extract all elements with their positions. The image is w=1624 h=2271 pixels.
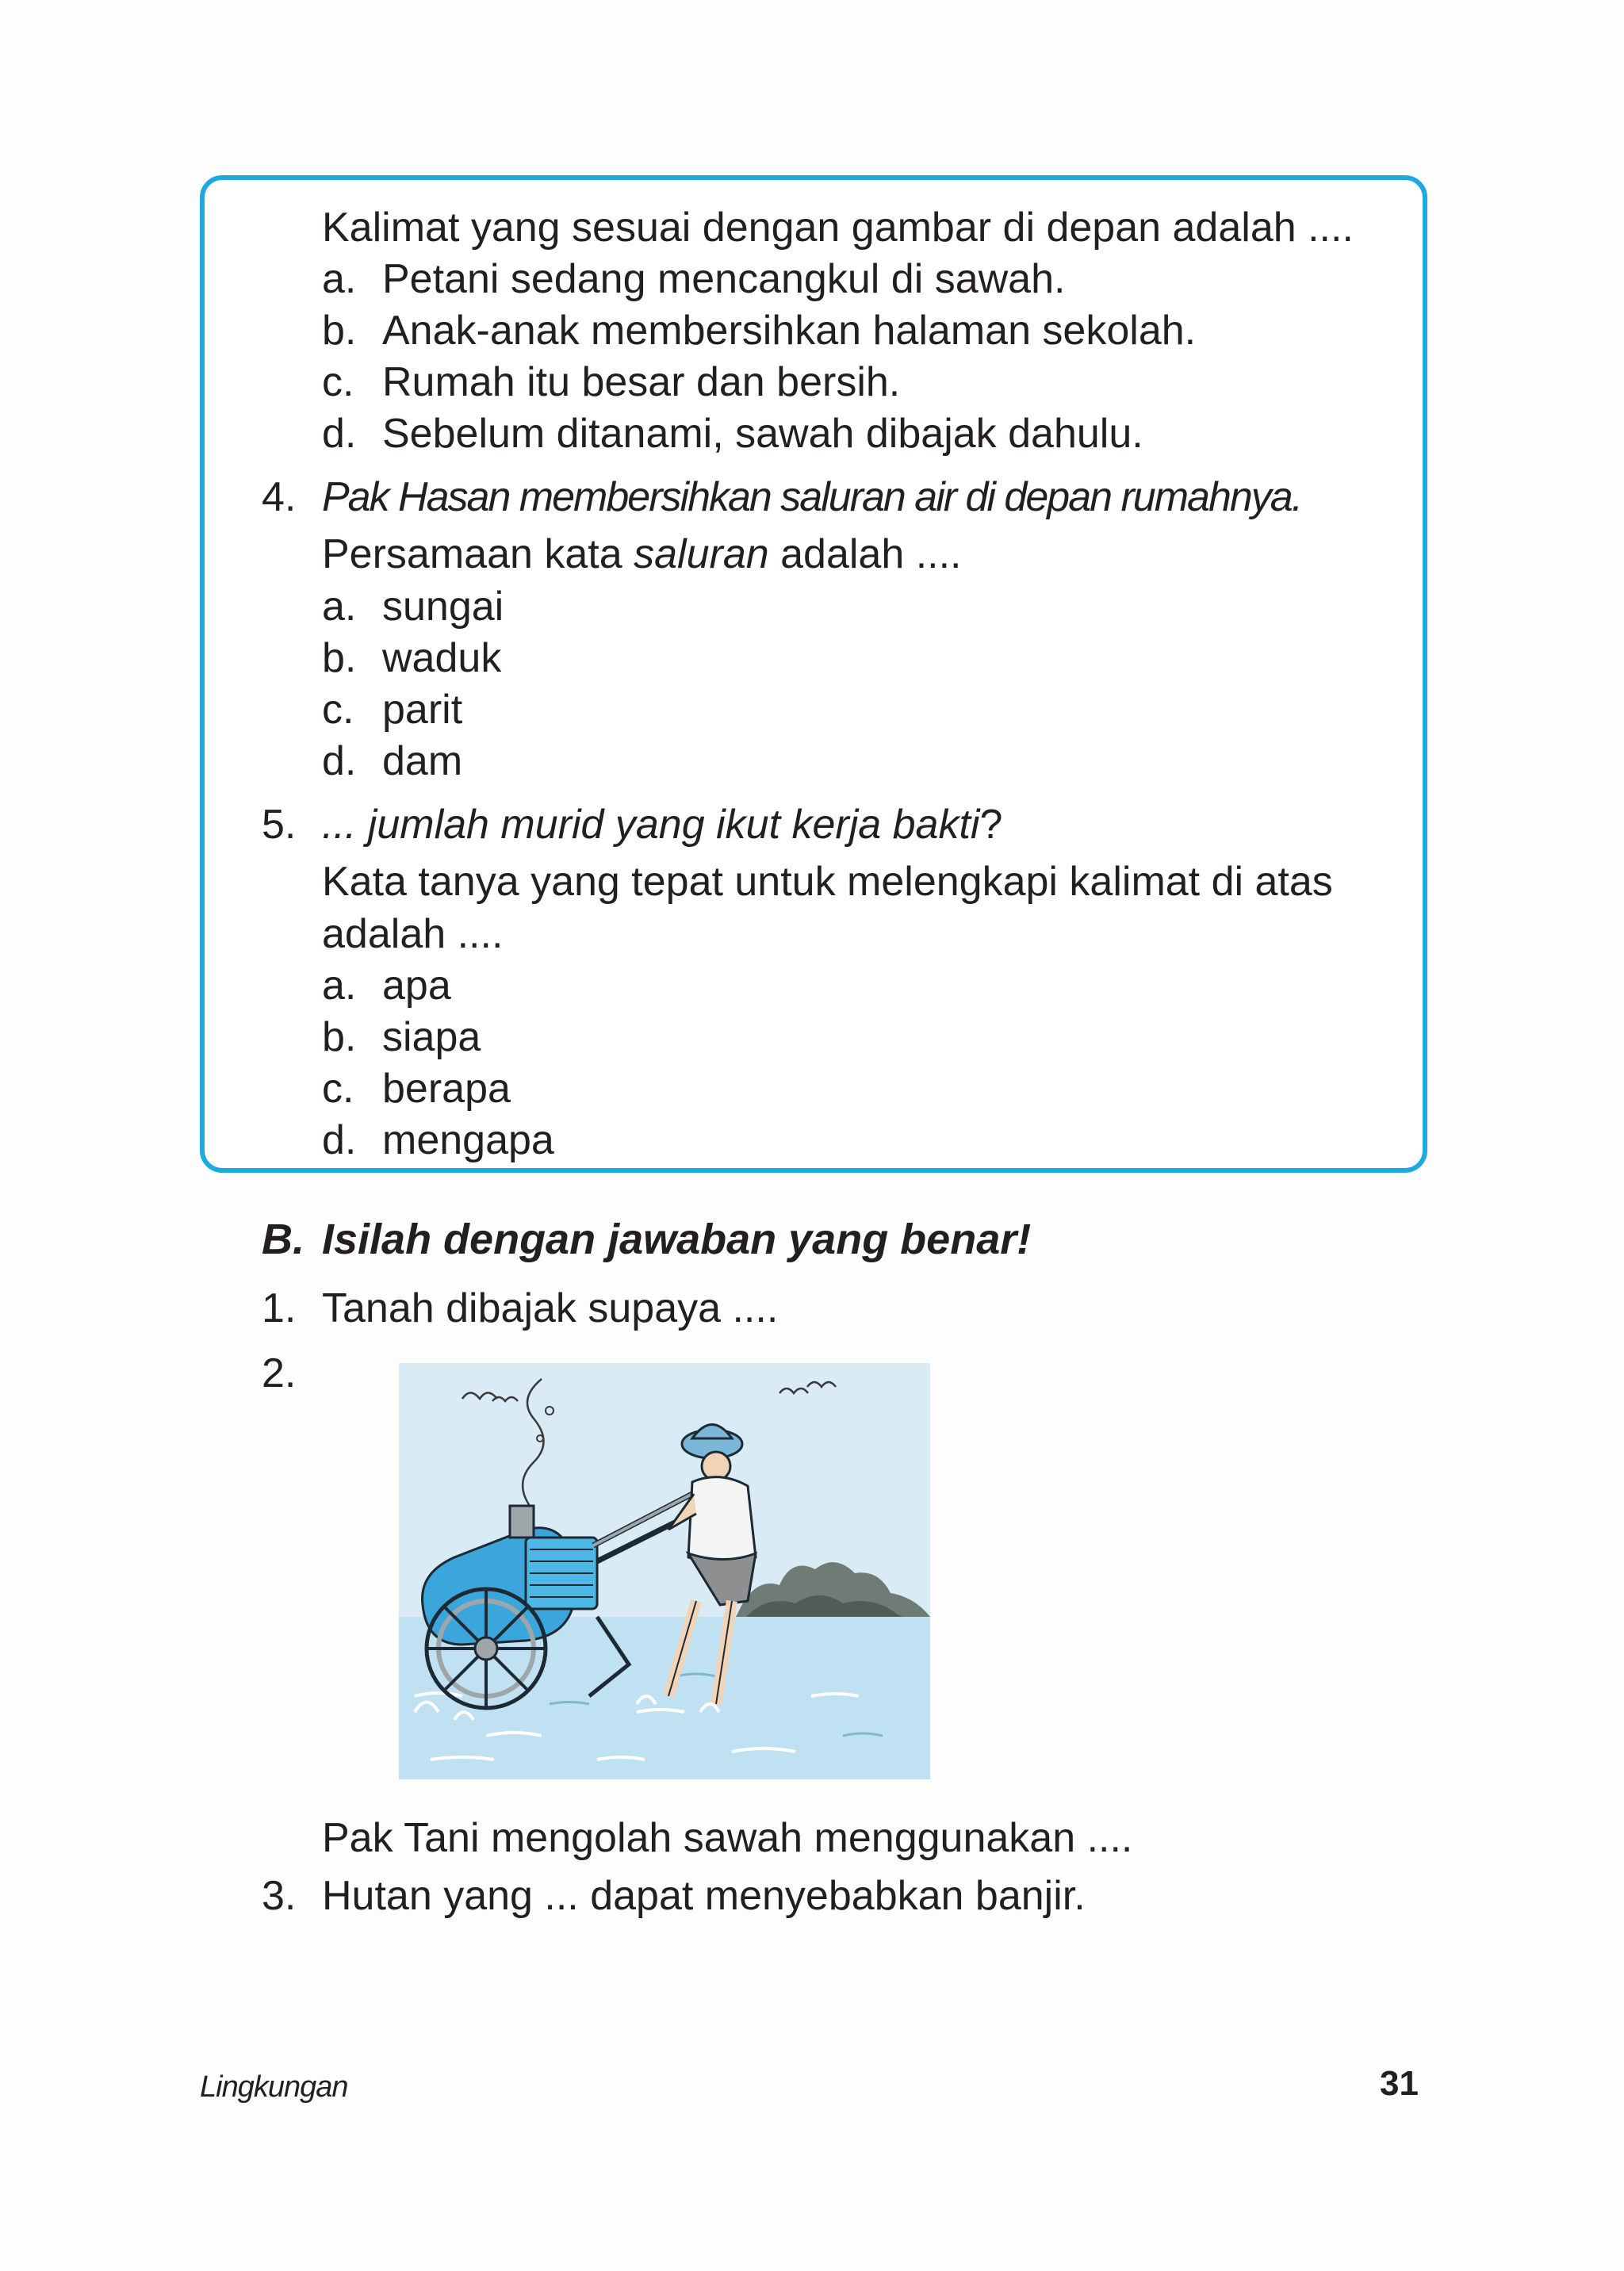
- q4-option-b: b. waduk: [322, 635, 502, 681]
- section-b-letter: B.: [262, 1216, 304, 1263]
- q4-option-d: d. dam: [322, 738, 463, 784]
- q4-question: Persamaan kata saluran adalah ....: [322, 531, 962, 577]
- q5-option-b: b. siapa: [322, 1014, 481, 1060]
- q5-sentence: ... jumlah murid yang ikut kerja bakti?: [322, 802, 1003, 848]
- section-b-title: Isilah dengan jawaban yang benar!: [322, 1216, 1032, 1263]
- q5-number: 5.: [262, 802, 297, 848]
- q4-option-a: a. sungai: [322, 584, 504, 630]
- q3-option-d: d. Sebelum ditanami, sawah dibajak dahulu.: [322, 411, 1143, 457]
- footer-chapter: Lingkungan: [200, 2070, 348, 2104]
- q3-stem: Kalimat yang sesuai dengan gambar di depan adalah ....: [322, 205, 1354, 251]
- farmer-hand-tractor-illustration: [399, 1363, 930, 1779]
- q4-sentence: Pak Hasan membersihkan saluran air di depan rumahnya.: [322, 474, 1302, 520]
- q3-option-b: b. Anak-anak membersihkan halaman sekolah.: [322, 308, 1197, 354]
- b1-text: Tanah dibajak supaya ....: [322, 1285, 779, 1331]
- q5-option-d: d. mengapa: [322, 1117, 554, 1163]
- q4-number: 4.: [262, 474, 297, 520]
- q3-option-a: a. Petani sedang mencangkul di sawah.: [322, 256, 1066, 302]
- q5-option-a: a. apa: [322, 963, 451, 1009]
- q5-option-c: c. berapa: [322, 1066, 511, 1112]
- q3-option-c: c. Rumah itu besar dan bersih.: [322, 359, 901, 405]
- farmer-shirt: [688, 1477, 756, 1564]
- b2-number: 2.: [262, 1350, 297, 1396]
- b3-text: Hutan yang ... dapat menyebabkan banjir.: [322, 1873, 1086, 1919]
- page-number: 31: [1380, 2064, 1419, 2103]
- q5-question-line1: Kata tanya yang tepat untuk melengkapi kalimat di atas: [322, 859, 1333, 905]
- q5-question-line2: adalah ....: [322, 911, 504, 957]
- b1-number: 1.: [262, 1285, 297, 1331]
- b3-number: 3.: [262, 1873, 297, 1919]
- q4-option-c: c. parit: [322, 687, 463, 733]
- b2-text: Pak Tani mengolah sawah menggunakan ....: [322, 1815, 1133, 1861]
- exhaust: [510, 1506, 534, 1538]
